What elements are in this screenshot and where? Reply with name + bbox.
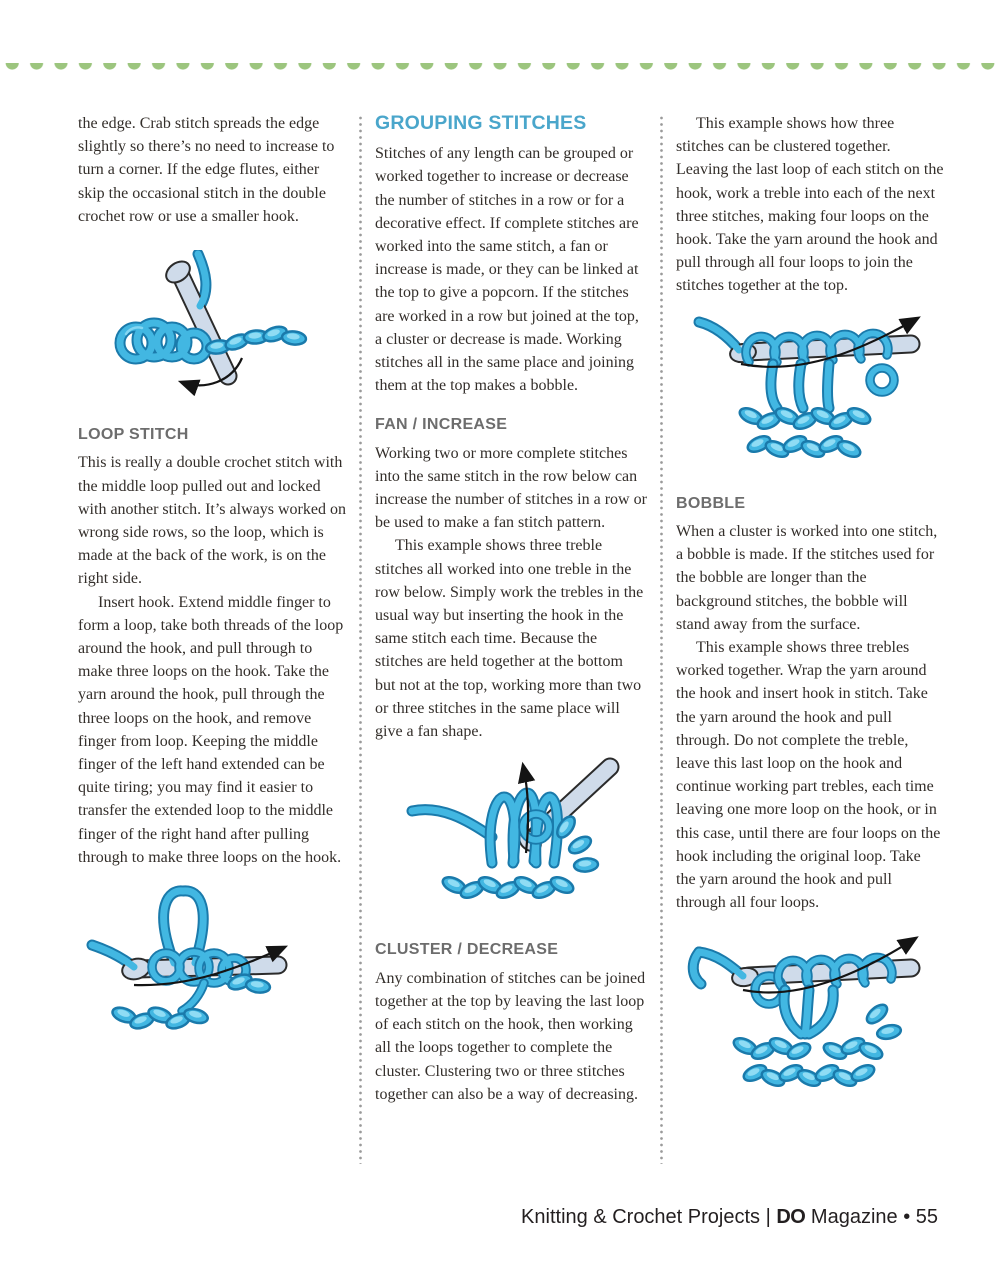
paragraph-fan-2: This example shows three treble stitches all worked into one treble in the row below. Simply work the trebles in the usual way but inserting the hook in the same stitch each time. Because the stitches are held together at the bottom but not at the top, working more than two or three stitches in the same place will give a fan shape. [375, 537, 644, 741]
page-footer [521, 1206, 938, 1229]
column-1 [78, 112, 346, 1065]
fan-increase-illustration [375, 755, 647, 922]
paragraph-loop-stitch-1: This is really a double crochet stitch with the middle loop pulled out and locked with another stitch. It’s always worked on wrong side rows, so the loop, which is made at the back of the work, is on the right side. [78, 454, 346, 588]
column-separator [660, 116, 663, 1164]
section-heading-cluster-decrease: CLUSTER / DECREASE [375, 941, 559, 959]
column-separator [359, 116, 362, 1164]
paragraph-grouping: Stitches of any length can be grouped or worked together to increase or decrease the number of stitches in a row or for a decorative effect. If complete stitches are worked into the same stitch, a fan or increase is made, or they can be linked at the top to give a popcorn. If the stitches are worked in a row but joined at the top, a cluster or decrease is made. Working stitches all in the same place and joining them at the top makes a bobble. [375, 145, 639, 395]
paragraph-cluster: Any combination of stitches can be joined together at the top by leaving the last loop of each stitch on the hook, then working all the loops together to complete the cluster. Clustering two or three stitches together can also be a way of decreasing. [375, 969, 646, 1103]
column-2 [375, 112, 647, 1106]
paragraph-loop-stitch-2: Insert hook. Extend middle finger to form a loop, take both threads of the loop around the hook, and pull through to make three loops on the hook. Take the yarn around the hook, pull through the three loops on the hook, and remove finger from loop. Keeping the middle finger of the left hand extended can be quite tiring; you may find it easier to transfer the extended loop to the middle finger of the right hand after pulling through to make three loops on the hook. [78, 593, 344, 866]
paragraph-cluster-example: This example shows how three stitches can be clustered together. Leaving the last loop of each stitch on the hook, work a treble into each of the next three stitches, making four loops on the hook. Take the yarn around the hook and pull through all four loops to join the stitches together at the top. [676, 115, 944, 295]
paragraph-bobble-2: This example shows three trebles worked together. Wrap the yarn around the hook and insert hook in stitch. Take the yarn around the hook and pull through. Do not complete the treble, leave this last loop on the hook and continue working part trebles, each time leaving one more loop on the hook, or in this case, until there are four loops on the hook including the original loop. Take the yarn around the hook and pull through all four loops. [676, 639, 941, 912]
cluster-illustration [676, 304, 944, 476]
crab-stitch-illustration [78, 250, 346, 407]
section-heading-fan-increase: FAN / INCREASE [375, 416, 508, 434]
paragraph-bobble-1: When a cluster is worked into one stitch, a bobble is made. If the stitches used for the bobble are longer than the background stitches, the bobble will stand away from the surface. [676, 523, 938, 633]
bobble-illustration [676, 926, 944, 1103]
paragraph-edge-intro: the edge. Crab stitch spreads the edge slightly so there’s no need to increase to turn a corner. If the edge flutes, either skip the occasional stitch in the double crochet row or use a smaller hook. [78, 115, 335, 225]
section-heading-bobble: BOBBLE [676, 494, 746, 512]
paragraph-fan-1: Working two or more complete stitches into the same stitch in the row below can increase the number of stitches in a row or be used to make a fan stitch pattern. [375, 444, 647, 532]
three-column-layout [78, 112, 944, 1164]
loop-stitch-illustration [78, 883, 346, 1065]
section-heading-grouping-stitches: GROUPING STITCHES [375, 112, 587, 134]
footer-left: Knitting & Crochet Projects | [521, 1206, 777, 1228]
dotted-border-decoration [0, 63, 1000, 77]
column-3 [676, 112, 944, 1104]
section-heading-loop-stitch: LOOP STITCH [78, 426, 189, 444]
footer-right: Magazine • 55 [805, 1206, 938, 1228]
footer-brand: DO [776, 1206, 806, 1228]
